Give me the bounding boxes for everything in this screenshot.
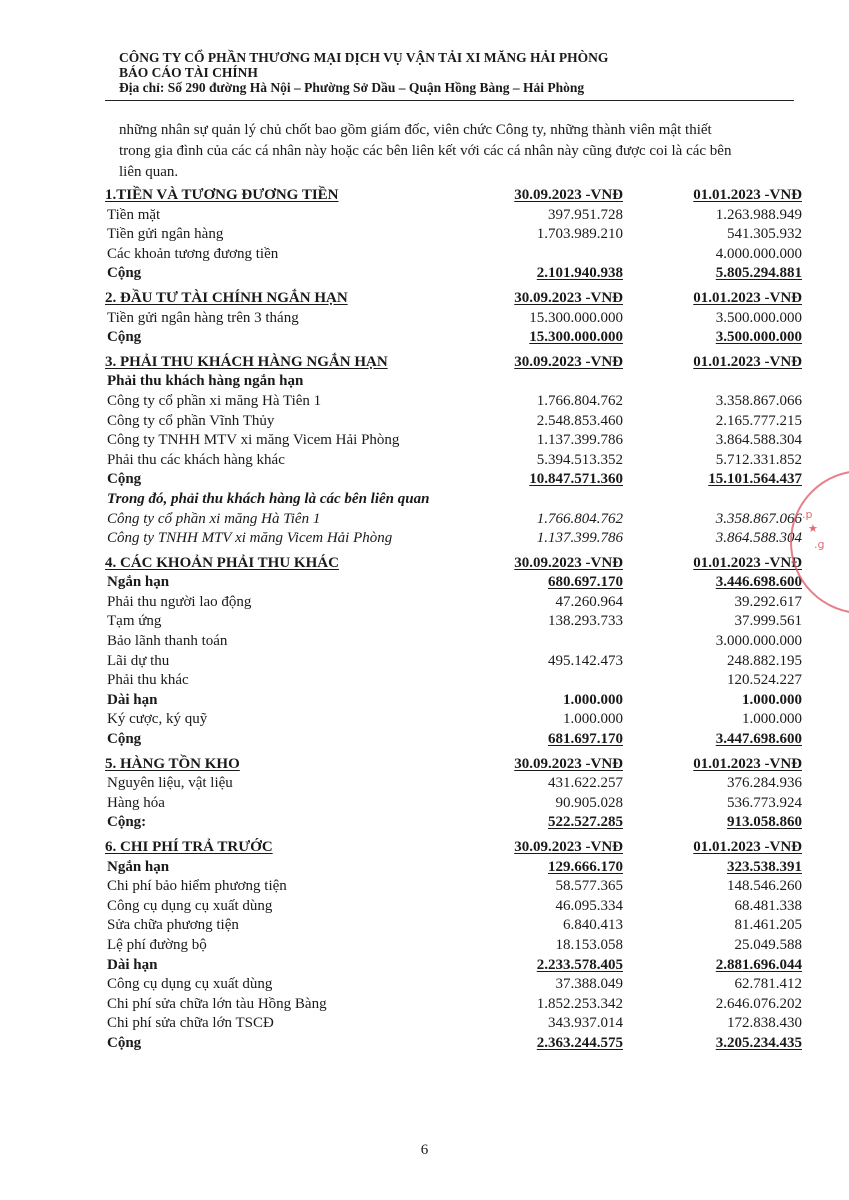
table-row <box>0 470 849 490</box>
table-row <box>0 1034 849 1054</box>
intro-line: trong gia đình của các cá nhân này hoặc các bên liên kết với các cá nhân này cũng được coi là các bên <box>119 143 732 159</box>
row-label: Lãi dự thu <box>107 652 170 669</box>
value-prior: 3.447.698.600 <box>715 731 802 748</box>
section-header-row <box>0 554 849 574</box>
row-label: Cộng <box>107 329 142 346</box>
note-section <box>0 186 849 289</box>
value-current: 1.852.253.342 <box>536 995 623 1012</box>
section-title: 6. CHI PHÍ TRẢ TRƯỚC <box>105 839 273 855</box>
column-header-current: 30.09.2023 -VNĐ <box>514 289 623 306</box>
table-row <box>0 691 849 711</box>
table-row <box>0 897 849 917</box>
value-current: 58.577.365 <box>555 878 623 895</box>
row-label: Bảo lãnh thanh toán <box>107 633 228 650</box>
row-label: Cộng <box>107 1034 142 1051</box>
table-row <box>0 612 849 632</box>
section-header-row <box>0 838 849 858</box>
section-title: 1.TIỀN VÀ TƯƠNG ĐƯƠNG TIỀN <box>105 187 339 203</box>
value-current: 2.363.244.575 <box>536 1034 623 1051</box>
row-label: Phải thu người lao động <box>107 593 252 610</box>
table-row <box>0 529 849 549</box>
row-label: Cộng: <box>107 814 147 831</box>
value-current: 2.233.578.405 <box>536 956 623 973</box>
note-section <box>0 353 849 554</box>
value-prior: 5.712.331.852 <box>715 451 802 468</box>
row-label: Tiền gửi ngân hàng trên 3 tháng <box>107 309 299 326</box>
table-row <box>0 490 849 510</box>
value-prior: 15.101.564.437 <box>708 471 802 488</box>
column-header-prior: 01.01.2023 -VNĐ <box>693 289 802 306</box>
section-title: 2. ĐẦU TƯ TÀI CHÍNH NGẮN HẠN <box>105 289 348 306</box>
value-current: 1.137.399.786 <box>536 530 623 547</box>
row-label: Tiền gửi ngân hàng <box>107 226 224 243</box>
value-prior: 3.446.698.600 <box>715 574 802 591</box>
column-header-current: 30.09.2023 -VNĐ <box>514 353 623 370</box>
section-title: 4. CÁC KHOẢN PHẢI THU KHÁC <box>105 554 339 571</box>
value-prior: 81.461.205 <box>734 917 802 934</box>
row-label: Lệ phí đường bộ <box>107 936 207 953</box>
value-current: 495.142.473 <box>548 652 623 669</box>
row-label: Cộng <box>107 265 142 282</box>
value-current: 129.666.170 <box>548 858 623 875</box>
table-row <box>0 392 849 412</box>
row-label: Sửa chữa phương tiện <box>107 917 239 934</box>
value-current: 90.905.028 <box>555 794 623 811</box>
table-row <box>0 995 849 1015</box>
table-row <box>0 593 849 613</box>
table-row <box>0 412 849 432</box>
value-current: 1.766.804.762 <box>536 392 623 409</box>
value-prior: 3.205.234.435 <box>715 1034 802 1051</box>
value-prior: 1.000.000 <box>742 691 802 708</box>
value-current: 680.697.170 <box>548 574 623 591</box>
value-current: 6.840.413 <box>563 917 623 934</box>
table-row <box>0 652 849 672</box>
financial-notes <box>0 186 849 1059</box>
company-address: Địa chỉ: Số 290 đường Hà Nội – Phường Sở Dầu – Quận Hồng Bàng – Hải Phòng <box>119 80 585 95</box>
report-title: BÁO CÁO TÀI CHÍNH <box>119 65 258 80</box>
row-label: Công cụ dụng cụ xuất dùng <box>107 897 273 914</box>
row-label: Ngắn hạn <box>107 858 170 875</box>
table-row <box>0 206 849 226</box>
row-label: Công ty cổ phần xi măng Hà Tiên 1 <box>107 392 322 409</box>
value-prior: 2.881.696.044 <box>715 956 802 973</box>
value-prior: 3.358.867.066 <box>715 392 802 409</box>
value-prior: 3.500.000.000 <box>715 309 802 326</box>
table-row <box>0 264 849 284</box>
intro-line: liên quan. <box>119 164 179 180</box>
value-current: 681.697.170 <box>548 731 623 748</box>
value-current: 1.766.804.762 <box>536 510 623 527</box>
table-row <box>0 956 849 976</box>
section-header-row <box>0 186 849 206</box>
row-label: Tạm ứng <box>107 613 162 630</box>
table-row <box>0 975 849 995</box>
note-section <box>0 838 849 1059</box>
intro-paragraph <box>119 120 809 183</box>
table-row <box>0 510 849 530</box>
value-prior: 4.000.000.000 <box>715 245 802 262</box>
table-row <box>0 916 849 936</box>
value-current: 522.527.285 <box>548 814 623 831</box>
value-prior: 536.773.924 <box>727 794 802 811</box>
row-label: Ký cược, ký quỹ <box>107 711 208 728</box>
row-label: Công ty cổ phần Vĩnh Thủy <box>107 412 275 429</box>
value-current: 15.300.000.000 <box>529 329 623 346</box>
value-prior: 39.292.617 <box>734 593 802 610</box>
table-row <box>0 710 849 730</box>
value-prior: 3.000.000.000 <box>715 633 802 650</box>
value-prior: 120.524.227 <box>727 672 802 689</box>
table-row <box>0 328 849 348</box>
intro-line: những nhân sự quản lý chủ chốt bao gồm giám đốc, viên chức Công ty, những thành viên mật thiết <box>119 122 712 138</box>
value-prior: 913.058.860 <box>727 814 802 831</box>
value-prior: 1.000.000 <box>742 711 802 728</box>
value-current: 1.000.000 <box>563 711 623 728</box>
column-header-current: 30.09.2023 -VNĐ <box>514 839 623 855</box>
value-prior: 148.546.260 <box>727 878 802 895</box>
value-current: 1.000.000 <box>563 691 623 708</box>
value-current: 397.951.728 <box>548 206 623 223</box>
table-row <box>0 730 849 750</box>
table-row <box>0 245 849 265</box>
value-prior: 68.481.338 <box>734 897 802 914</box>
value-prior: 541.305.932 <box>727 226 802 243</box>
column-header-current: 30.09.2023 -VNĐ <box>514 554 623 571</box>
row-label: Dài hạn <box>107 691 158 708</box>
row-label: Công ty cổ phần xi măng Hà Tiên 1 <box>107 510 321 527</box>
value-prior: 3.864.588.304 <box>715 432 802 449</box>
value-prior: 3.358.867.066 <box>715 510 802 527</box>
table-row <box>0 573 849 593</box>
table-row <box>0 431 849 451</box>
value-current: 1.137.399.786 <box>536 432 623 449</box>
value-prior: 323.538.391 <box>727 858 802 875</box>
document-header <box>119 50 799 95</box>
value-current: 138.293.733 <box>548 613 623 630</box>
row-label: Phải thu các khách hàng khác <box>107 451 285 468</box>
row-label: Ngắn hạn <box>107 574 170 591</box>
row-label: Phải thu khách hàng ngắn hạn <box>107 373 304 390</box>
row-label: Chi phí sửa chữa lớn TSCĐ <box>107 1015 274 1032</box>
section-header-row <box>0 353 849 373</box>
section-header-row <box>0 289 849 309</box>
column-header-prior: 01.01.2023 -VNĐ <box>693 187 802 203</box>
value-current: 10.847.571.360 <box>529 471 623 488</box>
value-prior: 62.781.412 <box>734 976 802 993</box>
value-current: 2.101.940.938 <box>536 265 623 282</box>
value-prior: 2.646.076.202 <box>715 995 802 1012</box>
table-row <box>0 671 849 691</box>
value-current: 1.703.989.210 <box>536 226 623 243</box>
row-label: Trong đó, phải thu khách hàng là các bên liên quan <box>107 490 430 507</box>
table-row <box>0 936 849 956</box>
row-label: Cộng <box>107 731 142 748</box>
column-header-prior: 01.01.2023 -VNĐ <box>693 755 802 772</box>
table-row <box>0 632 849 652</box>
table-row <box>0 774 849 794</box>
company-seal-stamp: .p ★ .g <box>790 470 849 614</box>
table-row <box>0 309 849 329</box>
value-prior: 172.838.430 <box>727 1015 802 1032</box>
column-header-prior: 01.01.2023 -VNĐ <box>693 554 802 571</box>
row-label: Các khoản tương đương tiền <box>107 245 279 262</box>
section-title: 3. PHẢI THU KHÁCH HÀNG NGẮN HẠN <box>105 353 388 370</box>
row-label: Chi phí bảo hiểm phương tiện <box>107 878 287 895</box>
value-prior: 3.500.000.000 <box>715 329 802 346</box>
column-header-prior: 01.01.2023 -VNĐ <box>693 353 802 370</box>
table-row <box>0 813 849 833</box>
value-prior: 376.284.936 <box>727 775 802 792</box>
row-label: Nguyên liệu, vật liệu <box>107 775 233 792</box>
row-label: Công cụ dụng cụ xuất dùng <box>107 976 273 993</box>
value-prior: 2.165.777.215 <box>715 412 802 429</box>
table-row <box>0 372 849 392</box>
row-label: Cộng <box>107 471 142 488</box>
row-label: Công ty TNHH MTV xi măng Vicem Hải Phòng <box>107 530 393 547</box>
value-prior: 3.864.588.304 <box>715 530 802 547</box>
row-label: Chi phí sửa chữa lớn tàu Hồng Bàng <box>107 995 327 1012</box>
company-name: CÔNG TY CỔ PHẦN THƯƠNG MẠI DỊCH VỤ VẬN TẢI XI MĂNG HẢI PHÒNG <box>119 50 609 65</box>
value-current: 47.260.964 <box>555 593 623 610</box>
header-divider <box>105 100 794 101</box>
value-current: 46.095.334 <box>555 897 623 914</box>
value-current: 18.153.058 <box>555 936 623 953</box>
page-number: 6 <box>420 1142 429 1158</box>
table-row <box>0 877 849 897</box>
section-title: 5. HÀNG TỒN KHO <box>105 755 240 772</box>
note-section <box>0 554 849 755</box>
row-label: Công ty TNHH MTV xi măng Vicem Hải Phòng <box>107 432 400 449</box>
value-current: 15.300.000.000 <box>529 309 623 326</box>
value-prior: 25.049.588 <box>734 936 802 953</box>
row-label: Tiền mặt <box>107 206 161 223</box>
column-header-current: 30.09.2023 -VNĐ <box>514 187 623 203</box>
row-label: Hàng hóa <box>107 794 165 811</box>
value-prior: 1.263.988.949 <box>715 206 802 223</box>
value-current: 343.937.014 <box>548 1015 623 1032</box>
note-section <box>0 289 849 353</box>
value-current: 2.548.853.460 <box>536 412 623 429</box>
value-prior: 5.805.294.881 <box>715 265 802 282</box>
value-current: 37.388.049 <box>555 976 623 993</box>
value-current: 431.622.257 <box>548 775 623 792</box>
row-label: Phải thu khác <box>107 672 189 689</box>
row-label: Dài hạn <box>107 956 158 973</box>
table-row <box>0 794 849 814</box>
table-row <box>0 1014 849 1034</box>
section-header-row <box>0 755 849 775</box>
note-section <box>0 755 849 838</box>
value-prior: 37.999.561 <box>734 613 802 630</box>
table-row <box>0 858 849 878</box>
table-row <box>0 225 849 245</box>
table-row <box>0 451 849 471</box>
value-current: 5.394.513.352 <box>536 451 623 468</box>
column-header-current: 30.09.2023 -VNĐ <box>514 755 623 772</box>
column-header-prior: 01.01.2023 -VNĐ <box>693 839 802 855</box>
value-prior: 248.882.195 <box>727 652 802 669</box>
